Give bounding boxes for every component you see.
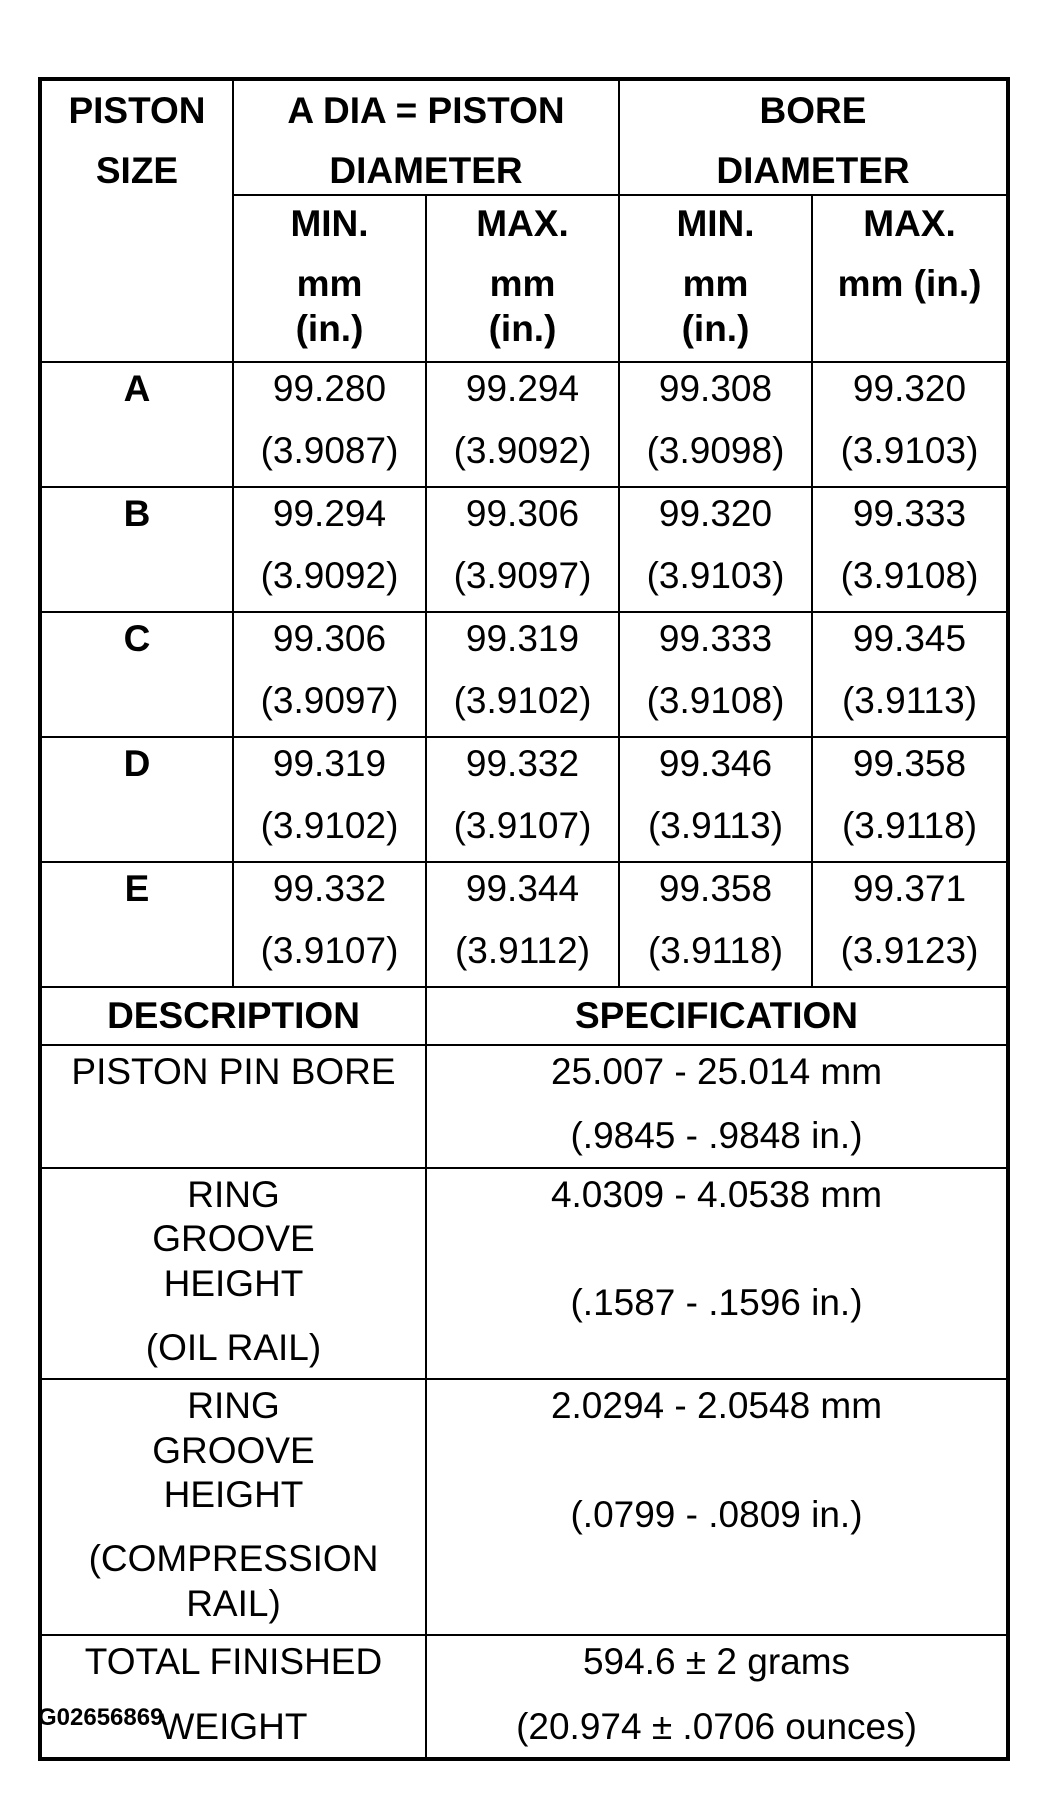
spec-description: PISTON PIN BORE — [40, 1045, 426, 1168]
spec-description: RING GROOVE HEIGHT (OIL RAIL) — [40, 1168, 426, 1380]
table-header-row — [40, 79, 1008, 195]
table-row — [40, 737, 1008, 862]
piston-min-cell: 99.332 (3.9107) — [233, 862, 426, 987]
spec-description: RING GROOVE HEIGHT (COMPRESSION RAIL) — [40, 1379, 426, 1635]
table-row — [40, 487, 1008, 612]
piston-diameter-header: A DIA = PISTON DIAMETER — [233, 79, 619, 195]
spec-row — [40, 1168, 1008, 1380]
spec-value: 4.0309 - 4.0538 mm (.1587 - .1596 in.) — [426, 1168, 1008, 1380]
bore-diameter-header: BORE DIAMETER — [619, 79, 1008, 195]
size-label: D — [40, 737, 233, 862]
bore-max-cell: 99.333 (3.9108) — [812, 487, 1008, 612]
figure-id: G02656869 — [38, 1704, 164, 1731]
piston-max-cell: 99.294 (3.9092) — [426, 362, 619, 487]
table-row — [40, 612, 1008, 737]
piston-max-cell: 99.332 (3.9107) — [426, 737, 619, 862]
table-row — [40, 362, 1008, 487]
bore-max-cell: 99.345 (3.9113) — [812, 612, 1008, 737]
piston-size-header: PISTON SIZE — [40, 79, 233, 362]
bore-min-cell: 99.320 (3.9103) — [619, 487, 812, 612]
size-label: C — [40, 612, 233, 737]
piston-max-cell: 99.319 (3.9102) — [426, 612, 619, 737]
table-row — [40, 862, 1008, 987]
bore-min-cell: 99.346 (3.9113) — [619, 737, 812, 862]
spec-row — [40, 1379, 1008, 1635]
bore-max-cell: 99.358 (3.9118) — [812, 737, 1008, 862]
piston-min-cell: 99.306 (3.9097) — [233, 612, 426, 737]
size-label: B — [40, 487, 233, 612]
piston-spec-table — [38, 77, 1010, 1761]
spec-value: 25.007 - 25.014 mm (.9845 - .9848 in.) — [426, 1045, 1008, 1168]
piston-min-cell: 99.294 (3.9092) — [233, 487, 426, 612]
spec-value: 594.6 ± 2 grams (20.974 ± .0706 ounces) — [426, 1635, 1008, 1759]
piston-max-cell: 99.306 (3.9097) — [426, 487, 619, 612]
spec-description: TOTAL FINISHED WEIGHT — [40, 1635, 426, 1759]
spec-row — [40, 1635, 1008, 1759]
piston-min-cell: 99.319 (3.9102) — [233, 737, 426, 862]
bore-min-cell: 99.358 (3.9118) — [619, 862, 812, 987]
piston-min-cell: 99.280 (3.9087) — [233, 362, 426, 487]
piston-max-cell: 99.344 (3.9112) — [426, 862, 619, 987]
bore-min-cell: 99.308 (3.9098) — [619, 362, 812, 487]
subheader-piston-max: MAX. mm (in.) — [426, 195, 619, 362]
bore-min-cell: 99.333 (3.9108) — [619, 612, 812, 737]
spec-value: 2.0294 - 2.0548 mm (.0799 - .0809 in.) — [426, 1379, 1008, 1635]
spec-row — [40, 1045, 1008, 1168]
size-label: E — [40, 862, 233, 987]
bore-max-cell: 99.371 (3.9123) — [812, 862, 1008, 987]
subheader-piston-min: MIN. mm (in.) — [233, 195, 426, 362]
specification-header: SPECIFICATION — [426, 987, 1008, 1045]
description-header: DESCRIPTION — [40, 987, 426, 1045]
size-label: A — [40, 362, 233, 487]
subheader-bore-max: MAX. mm (in.) — [812, 195, 1008, 362]
bore-max-cell: 99.320 (3.9103) — [812, 362, 1008, 487]
subheader-bore-min: MIN. mm (in.) — [619, 195, 812, 362]
spec-header-row — [40, 987, 1008, 1045]
